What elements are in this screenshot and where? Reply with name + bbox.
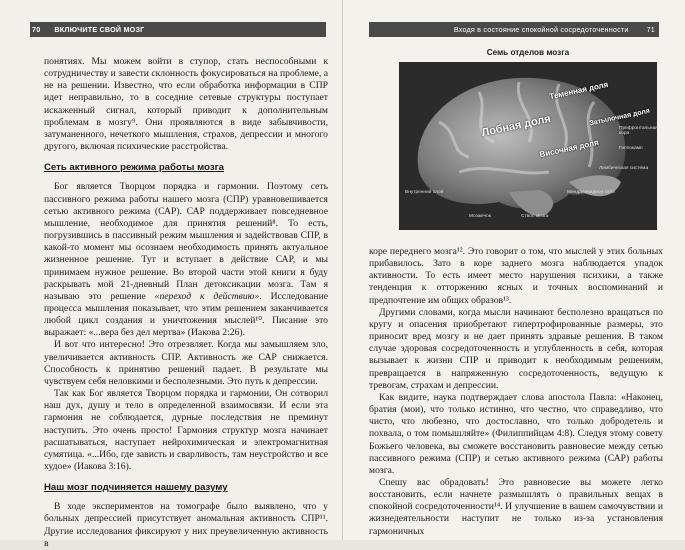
paragraph: Так как Бог является Творцом порядка и гармонии, Он сотворил наш дух, душу и тело в определенной взаимосвязи. И если эта гармония не соблюдается, дурные последствия не преминут наступить. Это очень просто! Гармония структур мозга начинает расшатываться, наступает нейрохимическая и электромагнитная сумятица. «...Ибо, где зависть и сварливость, там неустройство и все худое» (Иакова 3:16).	[44, 388, 328, 472]
paragraph: И вот что интересно! Это отрезвляет. Когда мы замышляем зло, увеличивается активность СПР. Активность же САР снижается. Способность к принятию решений падает. В результате мы чувствуем себя неловкими и бесполезными. Это путь к депрессии.	[44, 339, 328, 387]
label-limbic-system: Лимбическая система	[599, 166, 649, 171]
right-page	[342, 0, 685, 540]
section-heading: Наш мозг подчиняется нашему разуму	[44, 482, 228, 494]
running-head: ВКЛЮЧИТЕ СВОЙ МОЗГ	[54, 25, 145, 34]
label-prefrontal-cortex: Префронтальная кора	[619, 126, 658, 136]
page-number: 70	[32, 25, 41, 34]
label-hippocampus: Гиппокамп	[619, 146, 643, 151]
brain-image	[399, 62, 657, 230]
label-amygdala: Миндалевидное тело	[567, 190, 615, 195]
label-parietal-lobe: Теменная доля	[548, 79, 610, 102]
label-brainstem: Ствол мозга	[521, 214, 549, 219]
paragraph: Как видите, наука подтверждает слова апостола Павла: «Наконец, братия (мои), что только истинно, что честно, что справедливо, что чисто, что любезно, что достославно, что только добродетель и похвала, о том помышляйте» (Филиппийцам 4:8). Следуя этому совету Божьего человека, вы сможете восстановить равновесие между сетью пассивного режима (СПР) и сетью активного режима (САР) работы мозга.	[369, 391, 663, 476]
running-header-right	[369, 22, 659, 37]
paragraph: Другими словами, когда мысли начинают бесполезно вращаться по кругу и опасения приобретают гипертрофированные размеры, это приносит вред мозгу и не дает принять здравые решения. В таком случае здоровая сосредоточенность и углубленность в себя, которая вызывает к жизни СПР и приводит к необходимым решениям, превращается в напряженную сосредоточенность, ведущую к тревогам, страхам и депрессии.	[369, 306, 663, 391]
label-occipital-lobe: Затылочная доля	[588, 107, 651, 128]
left-body-text	[44, 56, 328, 550]
paragraph: понятиях. Мы можем войти в ступор, стать неспособными к сотрудничеству и завести склонность фокусироваться на проблеме, а не на решении. Известно, что если обработка информации в СПР идет неправильно, то в соседние сетевые структуры поступает искаженный сигнал, который приводит к дополнительным проблемам в мозгу⁹. Они проявляются в виде забывчивости, затуманенного, нечеткого мышления, страхов, депрессии и многого другого, включая психические расстройства.	[44, 56, 328, 153]
paragraph: Бог является Творцом порядка и гармонии. Поэтому сеть пассивного режима работы нашего мозга (СПР) уравновешивается сетью активного режима (САР). САР поддерживает повседневное мышление, необходимое для принятия решений⁸. То есть, погрузившись в пассивный режим мышления и задействовав СПР, в какой-то момент мы осознаем необходимость принять актуальное жизненное решение. Тут и вступает в действие САР, и мы принимаем нужное решение. Во второй части этой книги я буду раскрывать мой 21-дневный План детоксикации мозга. Там я называю это решение «переход к действию». Исследование процесса мышления показывает, что этим решением заканчивается любой цикл создания и уничтожения мыслей¹⁰. Писание это выражает: «...вера без дел мертва» (Иакова 2:26).	[44, 181, 329, 339]
label-cerebellum: Мозжечок	[469, 214, 491, 219]
paragraph: В ходе экспериментов на томографе было выявлено, что у больных депрессией присутствует аномальная активность СПР¹¹. Другие исследования фиксируют у них преувеличенную активность в	[44, 501, 328, 549]
running-head: Входя в состояние спокойной сосредоточенности	[453, 25, 629, 34]
page-number: 71	[646, 25, 655, 34]
emphasis: «переход к действию»	[154, 290, 260, 302]
paragraph: коре переднего мозга¹². Это говорит о том, что мыслей у этих больных прибавилось. Зато в коре заднего мозга наблюдается упадок активности. То есть имеет место нарушения психики, а также тенденция к отторжению ясных и точных воспоминаний и предпочтение им общих образов¹³.	[369, 246, 663, 306]
brain-figure	[399, 48, 657, 244]
figure-title: Семь отделов мозга	[486, 48, 570, 57]
label-inner-layer: Внутренний слой	[405, 190, 444, 195]
left-page	[0, 0, 342, 549]
paragraph: Спешу вас обрадовать! Это равновесие вы можете легко восстановить, если начнете размышлять о правильных вещах в спокойной сосредоточенности¹⁴. И улучшение в вашем самочувствии и жизнедеятельности наступит не только из-за установления гармоничных	[369, 476, 663, 537]
section-heading: Сеть активного режима работы мозга	[44, 162, 224, 174]
right-body-text	[369, 246, 663, 538]
label-frontal-lobe: Лобная доля	[480, 112, 552, 140]
label-temporal-lobe: Височная доля	[538, 137, 600, 160]
running-header-left	[30, 22, 326, 37]
